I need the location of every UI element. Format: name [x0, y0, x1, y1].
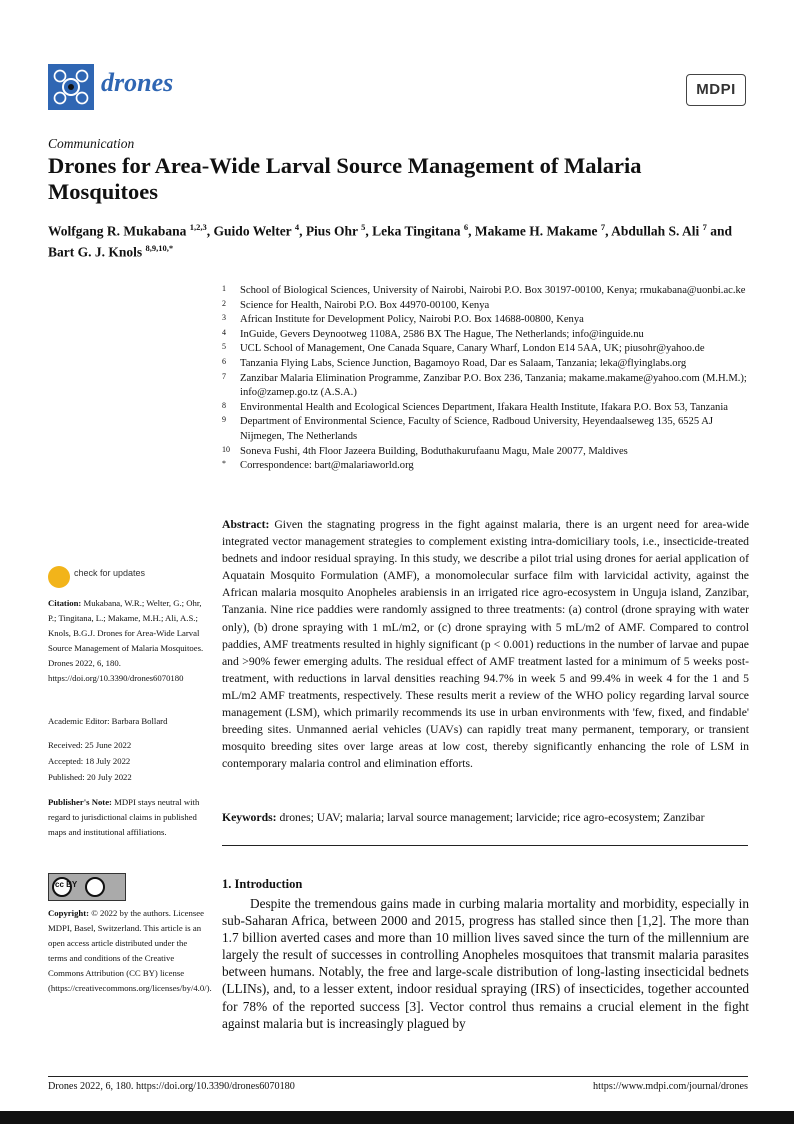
author-name: Wolfgang R. Mukabana	[48, 223, 190, 239]
check-for-updates-icon[interactable]	[48, 566, 70, 588]
affiliation-item	[222, 401, 752, 416]
author-list: Wolfgang R. Mukabana $^{1,2,3}$, Guido Welter $^4$, Pius Ohr $^5$, Leka Tingitana $^6$, Makame H. Makame $^7$, Abdullah S. Ali $^7$ and Bart G. J. Knols $^{8,9,10,*}$	[48, 222, 733, 259]
publisher-note	[48, 795, 205, 840]
affiliation-number: 2	[222, 298, 226, 308]
affiliation-text: Tanzania Flying Labs, Science Junction, Bagamoyo Road, Dar es Salaam, Tanzania; leka@flyinglabs.org	[240, 357, 687, 369]
affiliation-text: Soneva Fushi, 4th Floor Jazeera Building, Boduthakurufaanu Magu, Male 20077, Maldives	[240, 445, 628, 457]
footer-journal-link[interactable]: https://www.mdpi.com/journal/drones	[593, 1081, 748, 1092]
affiliation-item	[222, 313, 752, 328]
affiliation-item	[222, 342, 752, 357]
affiliation-item	[222, 459, 752, 474]
affiliation-text: Science for Health, Nairobi P.O. Box 44970-00100, Kenya	[240, 299, 490, 311]
introduction-paragraph: Despite the tremendous gains made in curbing malaria mortality and morbidity, especially in sub-Saharan Africa, between 2000 and 2015, progress has stalled since then [1,2]. The more than 1.7 billion averted cases and more than 10 million lives saved since the turn of the millennium are largely the result of successes in controlling Anopheles mosquitoes that transmit malaria parasites between humans. Notably, the free and large-scale distribution of long-lasting insecticidal bednets (LLINs), and, to a lesser extent, indoor residual spraying (IRS) of insecticides, together accounted for 78% of the reported success [3]. Vector control thus remains a crucial element in the fight against malaria but is increasingly plagued by	[222, 896, 749, 1031]
citation-label: Citation:	[48, 598, 82, 608]
author-name: Pius Ohr	[305, 223, 362, 239]
copyright-block	[48, 906, 212, 996]
affiliation-number: 8	[222, 400, 226, 410]
page-bottom-bar	[0, 1111, 794, 1124]
section-divider	[222, 845, 748, 846]
author-affiliation-marker: 7	[600, 222, 606, 232]
affiliation-number: 6	[222, 356, 226, 366]
received-date: Received: 25 June 2022	[48, 740, 132, 750]
citation-block	[48, 596, 205, 686]
keywords-label: Keywords:	[222, 811, 277, 824]
affiliation-item	[222, 372, 752, 401]
cc-license-icon[interactable]	[48, 873, 126, 901]
footer-citation[interactable]: Drones 2022, 6, 180. https://doi.org/10.3390/drones6070180	[48, 1081, 295, 1092]
affiliation-item	[222, 299, 752, 314]
author-affiliation-marker: 4	[294, 222, 300, 232]
author-affiliation-marker: 6	[463, 222, 469, 232]
author-affiliation-marker: 7	[702, 222, 707, 232]
affiliation-item	[222, 284, 752, 299]
journal-name: drones	[101, 68, 174, 97]
affiliation-item	[222, 415, 752, 444]
publisher-note-text: MDPI stays neutral with regard to jurisdictional claims in published maps and institutional affiliations.	[48, 797, 200, 837]
affiliation-text: Zanzibar Malaria Elimination Programme, Zanzibar P.O. Box 236, Tanzania; makame.makame@yahoo.com (M.H.M.); info@zamep.go.tz (A.S.A.)	[240, 372, 747, 399]
affiliation-item	[222, 357, 752, 372]
affiliation-number: 9	[222, 415, 226, 425]
author-name: Leka Tingitana	[372, 223, 464, 239]
affiliation-text: Department of Environmental Science, Faculty of Science, Radboud University, Heyendaalseweg 135, 6525 AJ Nijmegen, The Netherlands	[240, 416, 713, 442]
academic-editor: Academic Editor: Barbara Bollard	[48, 716, 168, 726]
author-affiliation-marker: 1,2,3	[189, 222, 207, 232]
abstract-label: Abstract:	[222, 518, 270, 531]
article-title: Drones for Area-Wide Larval Source Management of Malaria Mosquitoes	[48, 153, 642, 204]
affiliation-number: 3	[222, 313, 226, 323]
accepted-date: Accepted: 18 July 2022	[48, 756, 131, 766]
affiliation-text: InGuide, Gevers Deynootweg 1108A, 2586 BX The Hague, The Netherlands; info@inguide.nu	[240, 328, 644, 340]
keywords-text: drones; UAV; malaria; larval source management; larvicide; rice agro-ecosystem; Zanzibar	[279, 811, 705, 824]
affiliation-item	[222, 328, 752, 343]
affiliation-number: 5	[222, 342, 226, 352]
journal-logo-icon	[48, 64, 94, 110]
affiliation-list	[222, 284, 752, 474]
author-affiliation-marker: 8,9,10,*	[145, 242, 174, 253]
affiliation-text: Correspondence: bart@malariaworld.org	[240, 460, 414, 472]
author-name: Bart G. J. Knols	[48, 244, 146, 259]
author-affiliation-marker: 5	[361, 222, 366, 232]
published-date: Published: 20 July 2022	[48, 772, 132, 782]
copyright-label: Copyright:	[48, 908, 90, 918]
affiliation-text: UCL School of Management, One Canada Square, Canary Wharf, London E14 5AA, UK; piusohr@yahoo.de	[240, 343, 705, 355]
affiliation-text: African Institute for Development Policy, Nairobi P.O. Box 14688-00800, Kenya	[240, 314, 584, 326]
affiliation-number: *	[222, 459, 226, 469]
affiliation-number: 10	[222, 444, 230, 454]
publisher-note-label: Publisher's Note:	[48, 797, 112, 807]
affiliation-number: 4	[222, 327, 226, 337]
author-name: Guido Welter	[213, 223, 295, 239]
author-name: Abdullah S. Ali	[611, 223, 703, 239]
footer-divider	[48, 1076, 748, 1077]
citation-text[interactable]: Mukabana, W.R.; Welter, G.; Ohr, P.; Tingitana, L.; Makame, M.H.; Ali, A.S.; Knols, B.G.J. Drones for Area-Wide Larval Source Management of Malaria Mosquitoes. Drones 2022, 6, 180. https://doi.org/10.3390/drones6070180	[48, 598, 204, 683]
check-for-updates-label[interactable]: check for updates	[74, 568, 146, 578]
affiliation-item	[222, 445, 752, 460]
affiliation-text: School of Biological Sciences, University of Nairobi, Nairobi P.O. Box 30197-00100, Kenya; rmukabana@uonbi.ac.ke	[240, 285, 746, 296]
keywords-line	[222, 809, 749, 826]
affiliation-number: 7	[222, 371, 226, 381]
abstract-paragraph	[222, 516, 749, 772]
affiliation-number: 1	[222, 284, 226, 293]
article-type: Communication	[48, 136, 135, 151]
section-heading: 1. Introduction	[222, 877, 303, 891]
author-name: Makame H. Makame	[474, 223, 601, 239]
cc-license-label: cc BY	[55, 880, 78, 889]
copyright-text: © 2022 by the authors. Licensee MDPI, Basel, Switzerland. This article is an open access article distributed under the terms and conditions of the Creative Commons Attribution (CC BY) license (https://creativecommons.org/licenses/by/4.0/).	[48, 908, 212, 993]
abstract-text: Given the stagnating progress in the fight against malaria, there is an urgent need for area-wide integrated vector management strategies to complement existing intra-domiciliary tools, i.e., insecticide-treated bednets and indoor residual spraying. In this study, we describe a pilot trial using drones for aerial application of Aquatain Mosquito Formulation (AMF), a monomolecular surface film with larvicidal activity, against the African malaria mosquito Anopheles arabiensis in an irrigated rice agro-ecosystem in Unguja island, Zanzibar, Tanzania. Nine rice paddies were randomly assigned to three treatments: (a) control (drone spraying with water only), (b) drone spraying with 1 mL/m2, or (c) drone spraying with 5 mL/m2 of AMF. Compared to control paddies, AMF treatments resulted in highly significant (p < 0.001) reductions in the number of larvae and pupae and >90% fewer emerging adults. The residual effect of AMF treatment lasted for a minimum of 5 weeks post-treatment, with reductions in larval densities reaching 94.7% in week 5 and 99.4% in week 4 for the 1 and 5 mL/m2 AMF treatments, respectively. These results merit a review of the WHO policy regarding larval source management (LSM), which primarily recommends its use in urban environments with 'few, fixed, and findable' breeding sites. Unmanned aerial vehicles (UAVs) can rapidly treat many permanent, temporary, or transient mosquito breeding sites over large areas at low cost, thereby significantly enhancing the role of LSM in contemporary malaria control and elimination efforts.	[222, 518, 750, 771]
publisher-logo: MDPI	[686, 74, 746, 106]
affiliation-text: Environmental Health and Ecological Sciences Department, Ifakara Health Institute, Ifakara P.O. Box 53, Tanzania	[240, 401, 728, 413]
